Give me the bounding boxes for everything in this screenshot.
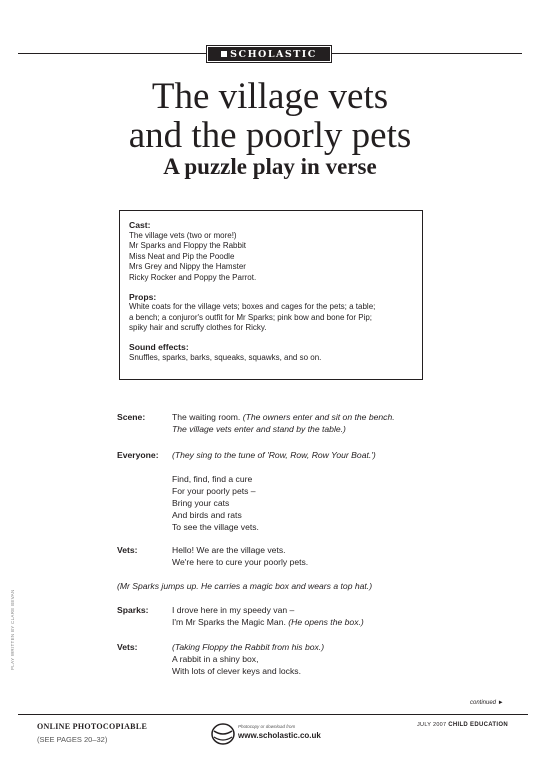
props-line: spiky hair and scruffy clothes for Ricky. xyxy=(129,323,267,333)
page-subtitle: A puzzle play in verse xyxy=(163,154,377,179)
cast-line: Mr Sparks and Floppy the Rabbit xyxy=(129,241,246,251)
sparks-direction: (Mr Sparks jumps up. He carries a magic box and wears a top hat.) xyxy=(117,581,373,591)
logo-square-icon xyxy=(221,51,227,57)
scholastic-url[interactable]: www.scholastic.co.uk xyxy=(238,731,321,740)
speaker-sparks: Sparks: xyxy=(117,605,149,615)
props-line: a bench; a conjuror's outfit for Mr Sparks; pink bow and bone for Pip; xyxy=(129,312,372,322)
song-line: To see the village vets. xyxy=(172,522,259,532)
cast-content xyxy=(129,220,419,363)
scholastic-logo xyxy=(207,46,331,62)
issue-date: JULY 2007 xyxy=(417,722,447,728)
continued-label xyxy=(470,700,504,706)
cast-line: Ricky Rocker and Poppy the Parrot. xyxy=(129,272,257,282)
sparks-line: I drove here in my speedy van – xyxy=(172,605,295,615)
cast-line: The village vets (two or more!) xyxy=(129,230,237,240)
continued-text: continued xyxy=(470,700,497,706)
photocopy-text: Photocopy or download from xyxy=(238,724,296,729)
scholastic-footer-logo[interactable] xyxy=(211,722,321,746)
title-line-1: The village vets xyxy=(151,76,389,117)
scene-text: The waiting room. xyxy=(172,412,241,422)
continued-arrow-icon: ► xyxy=(497,700,504,706)
scene-direction: The village vets enter and stand by the table.) xyxy=(172,424,346,434)
title-line-2: and the poorly pets xyxy=(128,115,412,156)
online-photocopiable: ONLINE PHOTOCOPIABLE xyxy=(37,722,148,731)
vets-line: We're here to cure your poorly pets. xyxy=(172,557,309,567)
song-line: And birds and rats xyxy=(172,510,242,520)
scene-direction: (The owners enter and sit on the bench. xyxy=(242,412,395,422)
props-line: White coats for the village vets; boxes and cages for the pets; a table; xyxy=(129,302,376,312)
magazine-name: CHILD EDUCATION xyxy=(448,722,508,728)
vets-line: Hello! We are the village vets. xyxy=(172,545,286,555)
vets-direction: (Taking Floppy the Rabbit from his box.) xyxy=(172,642,325,652)
cast-line: Miss Neat and Pip the Poodle xyxy=(129,251,235,261)
props-heading: Props: xyxy=(129,291,157,302)
page-title xyxy=(0,77,540,155)
sound-line: Snuffles, sparks, barks, squeaks, squawks, and so on. xyxy=(129,352,322,362)
song-line: Bring your cats xyxy=(172,498,230,508)
cast-heading: Cast: xyxy=(129,220,151,230)
brand-name: SCHOLASTIC xyxy=(230,48,317,60)
speaker-vets-2: Vets: xyxy=(117,642,138,652)
footer-rule xyxy=(18,714,528,715)
vets-line: With lots of clever keys and locks. xyxy=(172,666,301,676)
scene-line xyxy=(172,412,395,423)
sparks-line-direction: (He opens the box.) xyxy=(288,617,364,627)
song-line: For your poorly pets – xyxy=(172,486,256,496)
speaker-vets: Vets: xyxy=(117,545,138,555)
see-pages: (SEE PAGES 20–32) xyxy=(37,735,108,744)
speaker-everyone: Everyone: xyxy=(117,450,159,460)
vets-line: A rabbit in a shiny box, xyxy=(172,654,259,664)
cast-line: Mrs Grey and Nippy the Hamster xyxy=(129,262,246,272)
everyone-direction: (They sing to the tune of 'Row, Row, Row Your Boat.') xyxy=(172,450,376,460)
song-line: Find, find, find a cure xyxy=(172,474,253,484)
sound-heading: Sound effects: xyxy=(129,341,189,352)
side-credit: PLAY WRITTEN BY CLARE BEVAN xyxy=(10,589,15,670)
sparks-text: I'm Mr Sparks the Magic Man. xyxy=(172,617,286,627)
issue-info xyxy=(417,722,508,728)
speaker-scene: Scene: xyxy=(117,412,146,422)
sparks-line xyxy=(172,617,364,628)
